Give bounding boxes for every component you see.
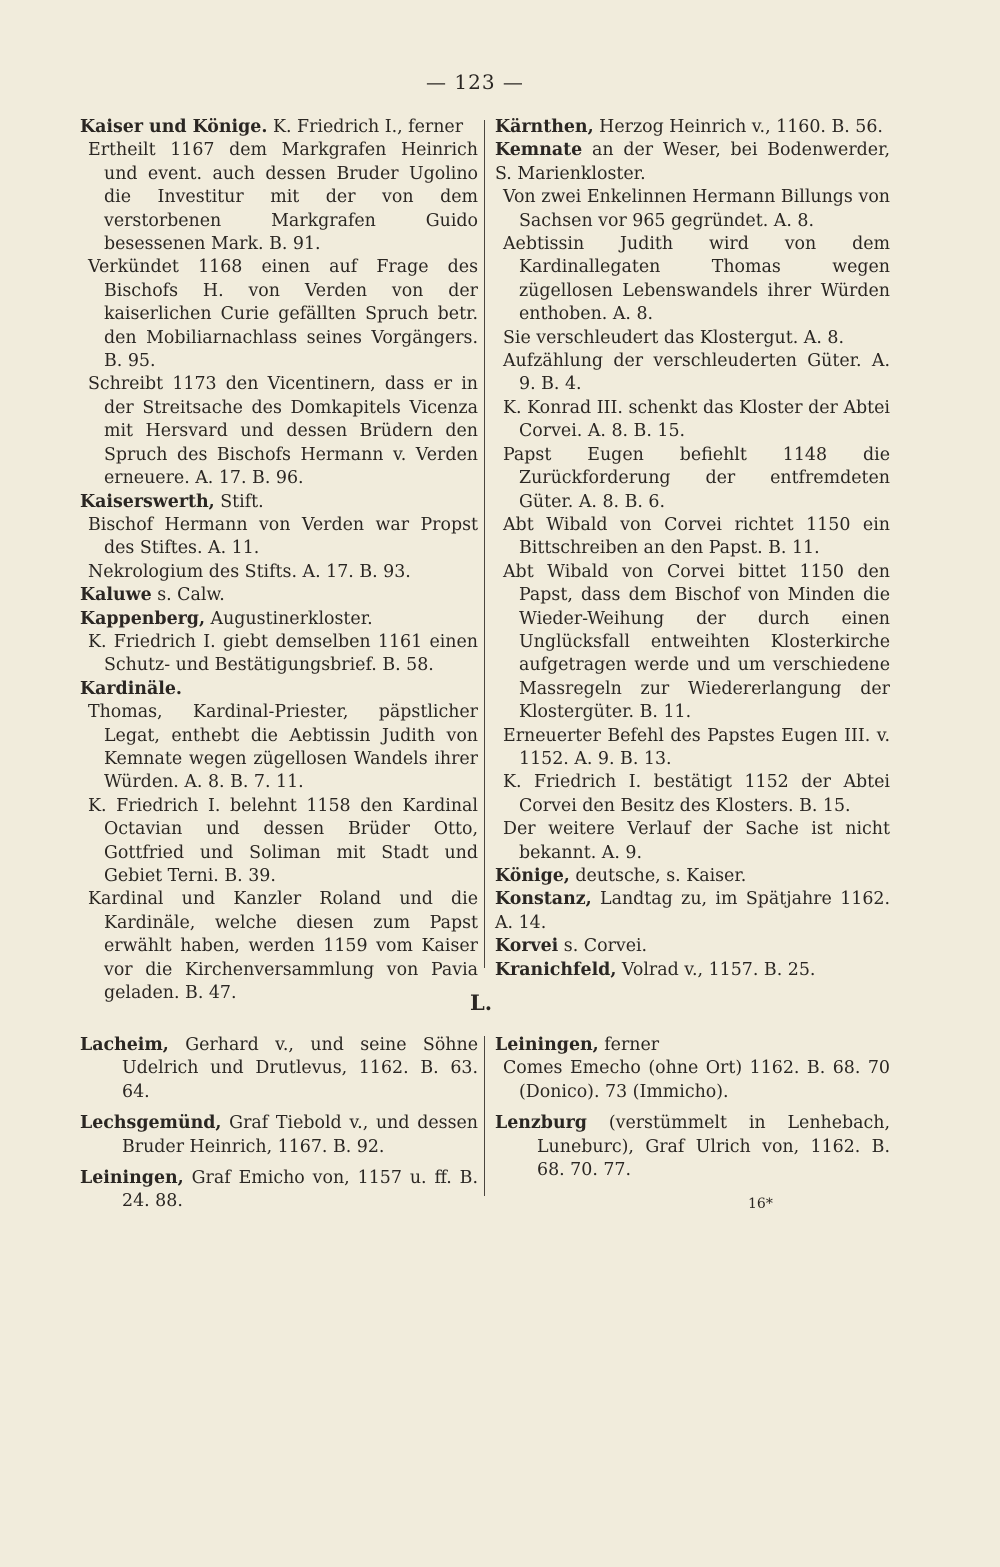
index-subentry: Schreibt 1173 den Vicentinern, dass er in der Streitsache des Domkapitels Vicenza mit Hersvard und dessen Brüdern den Spruch des Bischofs Hermann v. Verden erneuere. A. 17. B. 96.: [88, 374, 478, 489]
entry-text: Gerhard v., und seine Söhne Udelrich und Drutlevus, 1162. B. 63. 64.: [122, 1035, 478, 1102]
index-entry: [495, 1034, 890, 1057]
entry-heading: Kemnate: [495, 140, 583, 161]
index-entry: [80, 678, 478, 701]
entry-heading: Konstanz,: [495, 889, 592, 910]
entry-heading: Kaiser und Könige.: [80, 117, 268, 137]
column-divider-bottom: [484, 1036, 485, 1196]
index-entry: [80, 608, 478, 631]
page-number: — 123 —: [426, 70, 524, 94]
entry-heading: Kardinäle.: [80, 678, 182, 699]
entry-text: Graf Emicho von, 1157 u. ff. B. 24. 88.: [122, 1168, 478, 1212]
section-letter: L.: [469, 990, 493, 1015]
index-subentry: K. Konrad III. schenkt das Kloster der Abtei Corvei. A. 8. B. 15.: [503, 397, 890, 442]
entry-heading: Kaluwe: [80, 585, 152, 606]
index-entry: [495, 935, 890, 958]
column-divider-top: [484, 120, 485, 968]
entry-heading: Leiningen,: [80, 1168, 184, 1189]
entry-heading: Leiningen,: [495, 1035, 599, 1055]
entry-text: K. Friedrich I., ferner: [267, 117, 464, 137]
index-subentry: Aufzählung der verschleuderten Güter. A. 9. B. 4.: [503, 351, 890, 395]
signature-mark: 16*: [748, 1196, 773, 1212]
index-subentry: K. Friedrich I. belehnt 1158 den Kardinal Octavian und dessen Brüder Otto, Gottfried und Soliman mit Stadt und Gebiet Terni. B. 39.: [88, 795, 478, 886]
entry-text: Augustinerkloster.: [205, 608, 373, 629]
index-entry: [495, 116, 890, 139]
index-subentry: K. Friedrich I. bestätigt 1152 der Abtei Corvei den Besitz des Klosters. B. 15.: [503, 772, 890, 816]
index-entry: [80, 1034, 478, 1104]
index-entry: [495, 959, 890, 982]
index-entry: [495, 865, 890, 888]
entry-text: Volrad v., 1157. B. 25.: [616, 959, 816, 980]
entry-heading: Kappenberg,: [80, 608, 206, 629]
entry-text: Graf Tiebold v., und dessen Bruder Heinrich, 1167. B. 92.: [122, 1113, 478, 1157]
index-entry: [80, 584, 478, 607]
index-subentry: K. Friedrich I. giebt demselben 1161 einen Schutz- und Bestätigungsbrief. B. 58.: [88, 631, 478, 676]
entry-text: an der Weser, bei Bodenwerder, S. Marienkloster.: [495, 140, 890, 184]
index-entry: [495, 888, 890, 935]
index-entry: [80, 1167, 478, 1214]
index-entry: [495, 139, 890, 186]
entry-heading: Lacheim,: [80, 1035, 169, 1055]
index-subentry: Ertheilt 1167 dem Markgrafen Heinrich und event. auch dessen Bruder Ugolino die Investitur mit der von dem verstorbenen Markgrafen Guido besessenen Mark. B. 91.: [88, 140, 478, 255]
left-column-top: [80, 116, 478, 1005]
entry-text: (verstümmelt in Lenhebach, Luneburc), Graf Ulrich von, 1162. B. 68. 70. 77.: [537, 1113, 890, 1181]
index-subentry: Von zwei Enkelinnen Hermann Billungs von Sachsen vor 965 gegründet. A. 8.: [503, 187, 890, 231]
index-subentry: Aebtissin Judith wird von dem Kardinallegaten Thomas wegen zügellosen Lebenswandels ihrer Würden enthoben. A. 8.: [503, 234, 890, 325]
entry-text: deutsche, s. Kaiser.: [569, 866, 747, 886]
entry-text: s. Corvei.: [558, 936, 648, 957]
index-subentry: Nekrologium des Stifts. A. 17. B. 93.: [88, 561, 411, 582]
index-subentry: Papst Eugen befiehlt 1148 die Zurückforderung der entfremdeten Güter. A. 8. B. 6.: [503, 444, 890, 512]
entry-heading: Könige,: [495, 866, 570, 886]
index-subentry: Kardinal und Kanzler Roland und die Kardinäle, welche diesen zum Papst erwählt haben, werden 1159 vom Kaiser vor die Kirchenversammlung von Pavia geladen. B. 47.: [88, 889, 478, 1004]
index-subentry: Comes Emecho (ohne Ort) 1162. B. 68. 70 (Donico). 73 (Immicho).: [503, 1058, 890, 1102]
index-subentry: Erneuerter Befehl des Papstes Eugen III. v. 1152. A. 9. B. 13.: [503, 725, 890, 769]
entry-heading: Lechsgemünd,: [80, 1113, 222, 1134]
entry-text: Herzog Heinrich v., 1160. B. 56.: [593, 117, 883, 137]
index-subentry: Der weitere Verlauf der Sache ist nicht bekannt. A. 9.: [503, 819, 890, 863]
index-subentry: Bischof Hermann von Verden war Propst des Stiftes. A. 11.: [88, 514, 478, 559]
index-subentry: Sie verschleudert das Klostergut. A. 8.: [503, 327, 844, 348]
left-column-bottom: [80, 1034, 478, 1214]
index-subentry: Abt Wibald von Corvei richtet 1150 ein Bittschreiben an den Papst. B. 11.: [503, 514, 890, 559]
entry-text: s. Calw.: [151, 585, 225, 606]
right-column-top: [495, 116, 890, 982]
entry-heading: Kaiserswerth,: [80, 491, 215, 512]
index-entry: [80, 116, 478, 139]
index-entry: [80, 1112, 478, 1159]
index-subentry: Verkündet 1168 einen auf Frage des Bischofs H. von Verden von der kaiserlichen Curie gefällten Spruch betr. den Mobiliarnachlass seines Vorgängers. B. 95.: [88, 257, 478, 372]
index-subentry: Thomas, Kardinal-Priester, päpstlicher Legat, enthebt die Aebtissin Judith von Kemnate wegen zügellosen Wandels ihrer Würden. A. 8. B. 7. 11.: [88, 702, 478, 793]
index-entry: [495, 1112, 890, 1182]
entry-text: Stift.: [214, 491, 264, 512]
entry-heading: Korvei: [495, 936, 559, 957]
entry-heading: Lenzburg: [495, 1113, 587, 1134]
index-subentry: Abt Wibald von Corvei bittet 1150 den Papst, dass dem Bischof von Minden die Wieder-Weihung der durch einen Unglücksfall entweihten Klosterkirche aufgetragen werde und um verschiedene Massregeln zur Wiedererlangung der Klostergüter. B. 11.: [503, 561, 890, 723]
entry-text: Landtag zu, im Spätjahre 1162. A. 14.: [495, 889, 890, 933]
entry-heading: Kärnthen,: [495, 117, 594, 137]
index-entry: [80, 491, 478, 514]
entry-text: ferner: [598, 1035, 660, 1055]
entry-heading: Kranichfeld,: [495, 959, 617, 980]
right-column-bottom: [495, 1034, 890, 1182]
